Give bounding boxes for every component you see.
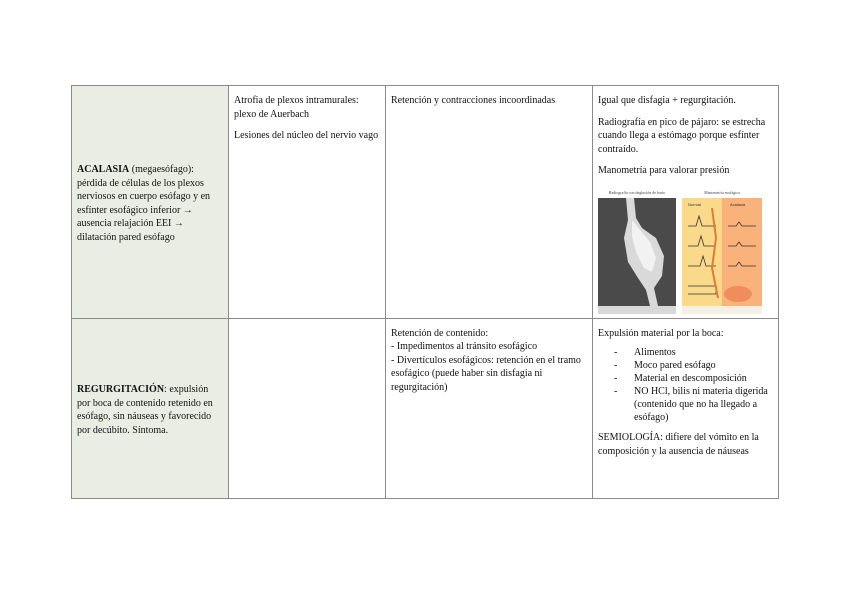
term-title: ACALASIA [77, 164, 130, 176]
notes-title: Expulsión material por la boca: [598, 327, 724, 339]
notes-text: Radiografía en pico de pájaro: se estrecha cuando llega a estómago porque esfínter contraído. [598, 116, 766, 155]
mechanism-line: - Divertículos esofágicos: retención en el tramo esofágico (puede haber sin disfagia ni regurgitación) [391, 354, 581, 393]
mechanism-text: Retención y contracciones incoordinadas [391, 95, 556, 106]
content-table [71, 85, 779, 499]
list-item: - Material en descomposición [618, 372, 773, 385]
term-cell-acalasia [72, 86, 229, 319]
figure-caption: Manometría esofágica [704, 189, 740, 195]
barium-xray-figure [598, 190, 676, 314]
semiology-note: SEMIOLOGÍA: difiere del vómito en la composición y la ausencia de náuseas [598, 432, 759, 457]
manometry-label-normal: Normal [688, 201, 701, 207]
cause-text: Atrofia de plexos intramurales: plexo de Auerbach [234, 95, 359, 120]
notes-cell-regurgitacion [593, 318, 779, 498]
figures-row [598, 190, 773, 314]
material-list [598, 346, 773, 424]
mechanism-cell-acalasia [386, 86, 593, 319]
barium-xray-image [598, 198, 676, 314]
term-cell-regurgitacion [72, 318, 229, 498]
notes-text: Manometría para valorar presión [598, 165, 730, 176]
mechanism-title: Retención de contenido: [391, 327, 489, 339]
manometry-label-acalasia: Acalasia [730, 201, 746, 207]
notes-cell-acalasia [593, 86, 779, 319]
table-row-regurgitacion [72, 318, 779, 498]
notes-text: Igual que disfagia + regurgitación. [598, 95, 736, 106]
term-definition: (megaesófago): pérdida de células de los plexos nerviosos en cuerpo esófago y en esfínter esofágico inferior → ausencia relajación EEI → dilatación pared esófago [77, 164, 211, 243]
list-item: - Alimentos [618, 346, 773, 359]
list-item: - Moco pared esófago [618, 359, 773, 372]
figure-caption: Radiografía con deglución de bario [608, 189, 666, 195]
table-row-acalasia [72, 86, 779, 319]
mechanism-line: - Impedimentos al tránsito esofágico [391, 341, 538, 352]
term-title: REGURGITACIÓN [77, 384, 165, 395]
cause-cell-regurgitacion [229, 318, 386, 498]
manometry-figure [682, 190, 762, 314]
mechanism-cell-regurgitacion [386, 318, 593, 498]
term-definition: : expulsión por boca de contenido retenido en esófago, sin náuseas y favorecido por decúbito. Síntoma. [77, 384, 213, 436]
list-item: - NO HCl, bilis ni materia digerida (contenido que no ha llegado a esófago) [618, 385, 773, 424]
manometry-chart-image [682, 198, 762, 314]
cause-cell-acalasia [229, 86, 386, 319]
cause-text: Lesiones del núcleo del nervio vago [234, 130, 379, 141]
